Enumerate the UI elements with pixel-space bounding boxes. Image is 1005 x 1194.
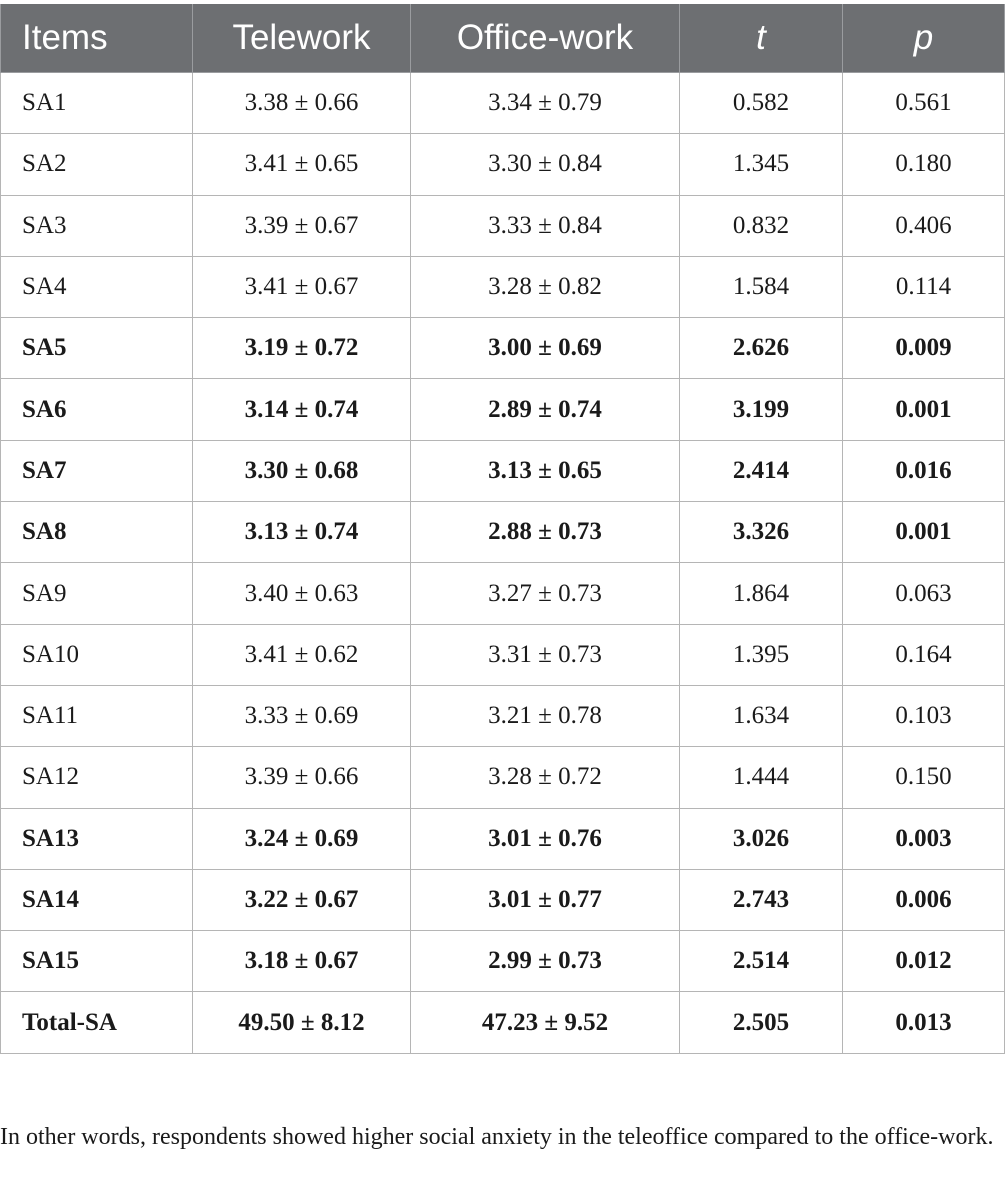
cell-p: 0.180 bbox=[843, 134, 1005, 195]
cell-telework: 3.19 ± 0.72 bbox=[193, 318, 411, 379]
cell-t: 2.505 bbox=[680, 992, 843, 1053]
cell-item: SA8 bbox=[1, 502, 193, 563]
cell-telework: 3.41 ± 0.65 bbox=[193, 134, 411, 195]
cell-item: SA4 bbox=[1, 256, 193, 317]
table-row bbox=[1, 747, 1005, 808]
cell-office-work: 2.89 ± 0.74 bbox=[411, 379, 680, 440]
cell-telework: 3.24 ± 0.69 bbox=[193, 808, 411, 869]
note-text: In other words, respondents showed higher social anxiety in the teleoffice compared to the office-work. bbox=[0, 1124, 994, 1150]
cell-p: 0.006 bbox=[843, 869, 1005, 930]
cell-office-work: 2.99 ± 0.73 bbox=[411, 931, 680, 992]
cell-office-work: 3.00 ± 0.69 bbox=[411, 318, 680, 379]
cell-item: SA11 bbox=[1, 685, 193, 746]
cell-telework: 49.50 ± 8.12 bbox=[193, 992, 411, 1053]
cell-office-work: 3.31 ± 0.73 bbox=[411, 624, 680, 685]
header-items: Items bbox=[1, 4, 193, 73]
cell-item: SA2 bbox=[1, 134, 193, 195]
cell-item: SA7 bbox=[1, 440, 193, 501]
cell-t: 1.345 bbox=[680, 134, 843, 195]
cell-p: 0.150 bbox=[843, 747, 1005, 808]
cell-t: 2.414 bbox=[680, 440, 843, 501]
cell-t: 0.582 bbox=[680, 73, 843, 134]
cell-t: 1.864 bbox=[680, 563, 843, 624]
cell-t: 1.395 bbox=[680, 624, 843, 685]
cell-office-work: 3.01 ± 0.76 bbox=[411, 808, 680, 869]
table-row bbox=[1, 685, 1005, 746]
table-row bbox=[1, 808, 1005, 869]
cell-p: 0.001 bbox=[843, 502, 1005, 563]
cell-p: 0.001 bbox=[843, 379, 1005, 440]
table-row bbox=[1, 931, 1005, 992]
table-row bbox=[1, 73, 1005, 134]
cell-office-work: 2.88 ± 0.73 bbox=[411, 502, 680, 563]
cell-office-work: 3.33 ± 0.84 bbox=[411, 195, 680, 256]
cell-office-work: 3.30 ± 0.84 bbox=[411, 134, 680, 195]
cell-item: SA5 bbox=[1, 318, 193, 379]
cell-t: 1.634 bbox=[680, 685, 843, 746]
header-row bbox=[1, 4, 1005, 73]
cell-p: 0.164 bbox=[843, 624, 1005, 685]
cell-p: 0.103 bbox=[843, 685, 1005, 746]
cell-t: 3.026 bbox=[680, 808, 843, 869]
cell-t: 1.444 bbox=[680, 747, 843, 808]
table-row bbox=[1, 869, 1005, 930]
cell-t: 2.743 bbox=[680, 869, 843, 930]
cell-office-work: 3.21 ± 0.78 bbox=[411, 685, 680, 746]
table-row bbox=[1, 440, 1005, 501]
cell-office-work: 3.01 ± 0.77 bbox=[411, 869, 680, 930]
cell-item: SA9 bbox=[1, 563, 193, 624]
table-body bbox=[1, 73, 1005, 1054]
cell-telework: 3.22 ± 0.67 bbox=[193, 869, 411, 930]
table-row bbox=[1, 318, 1005, 379]
cell-p: 0.012 bbox=[843, 931, 1005, 992]
header-telework: Telework bbox=[193, 4, 411, 73]
cell-item: SA13 bbox=[1, 808, 193, 869]
cell-t: 0.832 bbox=[680, 195, 843, 256]
cell-telework: 3.41 ± 0.67 bbox=[193, 256, 411, 317]
cell-p: 0.009 bbox=[843, 318, 1005, 379]
cell-p: 0.063 bbox=[843, 563, 1005, 624]
cell-office-work: 3.27 ± 0.73 bbox=[411, 563, 680, 624]
cell-telework: 3.14 ± 0.74 bbox=[193, 379, 411, 440]
cell-p: 0.561 bbox=[843, 73, 1005, 134]
header-office-work: Office-work bbox=[411, 4, 680, 73]
cell-item: SA14 bbox=[1, 869, 193, 930]
cell-p: 0.016 bbox=[843, 440, 1005, 501]
cell-item: Total-SA bbox=[1, 992, 193, 1053]
cell-item: SA6 bbox=[1, 379, 193, 440]
cell-telework: 3.30 ± 0.68 bbox=[193, 440, 411, 501]
header-p: p bbox=[843, 4, 1005, 73]
table-row bbox=[1, 134, 1005, 195]
cell-office-work: 3.34 ± 0.79 bbox=[411, 73, 680, 134]
cell-t: 2.626 bbox=[680, 318, 843, 379]
cell-item: SA15 bbox=[1, 931, 193, 992]
cell-t: 3.199 bbox=[680, 379, 843, 440]
cell-item: SA12 bbox=[1, 747, 193, 808]
cell-p: 0.013 bbox=[843, 992, 1005, 1053]
cell-telework: 3.13 ± 0.74 bbox=[193, 502, 411, 563]
cell-telework: 3.40 ± 0.63 bbox=[193, 563, 411, 624]
cell-telework: 3.39 ± 0.67 bbox=[193, 195, 411, 256]
cell-t: 1.584 bbox=[680, 256, 843, 317]
table-row bbox=[1, 195, 1005, 256]
table-header bbox=[1, 4, 1005, 73]
cell-office-work: 3.13 ± 0.65 bbox=[411, 440, 680, 501]
cell-item: SA1 bbox=[1, 73, 193, 134]
cell-telework: 3.39 ± 0.66 bbox=[193, 747, 411, 808]
cell-p: 0.114 bbox=[843, 256, 1005, 317]
cell-telework: 3.41 ± 0.62 bbox=[193, 624, 411, 685]
cell-p: 0.003 bbox=[843, 808, 1005, 869]
cell-telework: 3.33 ± 0.69 bbox=[193, 685, 411, 746]
table-row bbox=[1, 502, 1005, 563]
table-row bbox=[1, 563, 1005, 624]
cell-telework: 3.18 ± 0.67 bbox=[193, 931, 411, 992]
table-row bbox=[1, 992, 1005, 1053]
header-t: t bbox=[680, 4, 843, 73]
table-row bbox=[1, 624, 1005, 685]
cell-item: SA3 bbox=[1, 195, 193, 256]
table-row bbox=[1, 256, 1005, 317]
data-table bbox=[0, 4, 1005, 1054]
cell-t: 2.514 bbox=[680, 931, 843, 992]
cell-item: SA10 bbox=[1, 624, 193, 685]
cell-office-work: 47.23 ± 9.52 bbox=[411, 992, 680, 1053]
cell-office-work: 3.28 ± 0.72 bbox=[411, 747, 680, 808]
cell-office-work: 3.28 ± 0.82 bbox=[411, 256, 680, 317]
table-row bbox=[1, 379, 1005, 440]
cell-telework: 3.38 ± 0.66 bbox=[193, 73, 411, 134]
cell-p: 0.406 bbox=[843, 195, 1005, 256]
cell-t: 3.326 bbox=[680, 502, 843, 563]
